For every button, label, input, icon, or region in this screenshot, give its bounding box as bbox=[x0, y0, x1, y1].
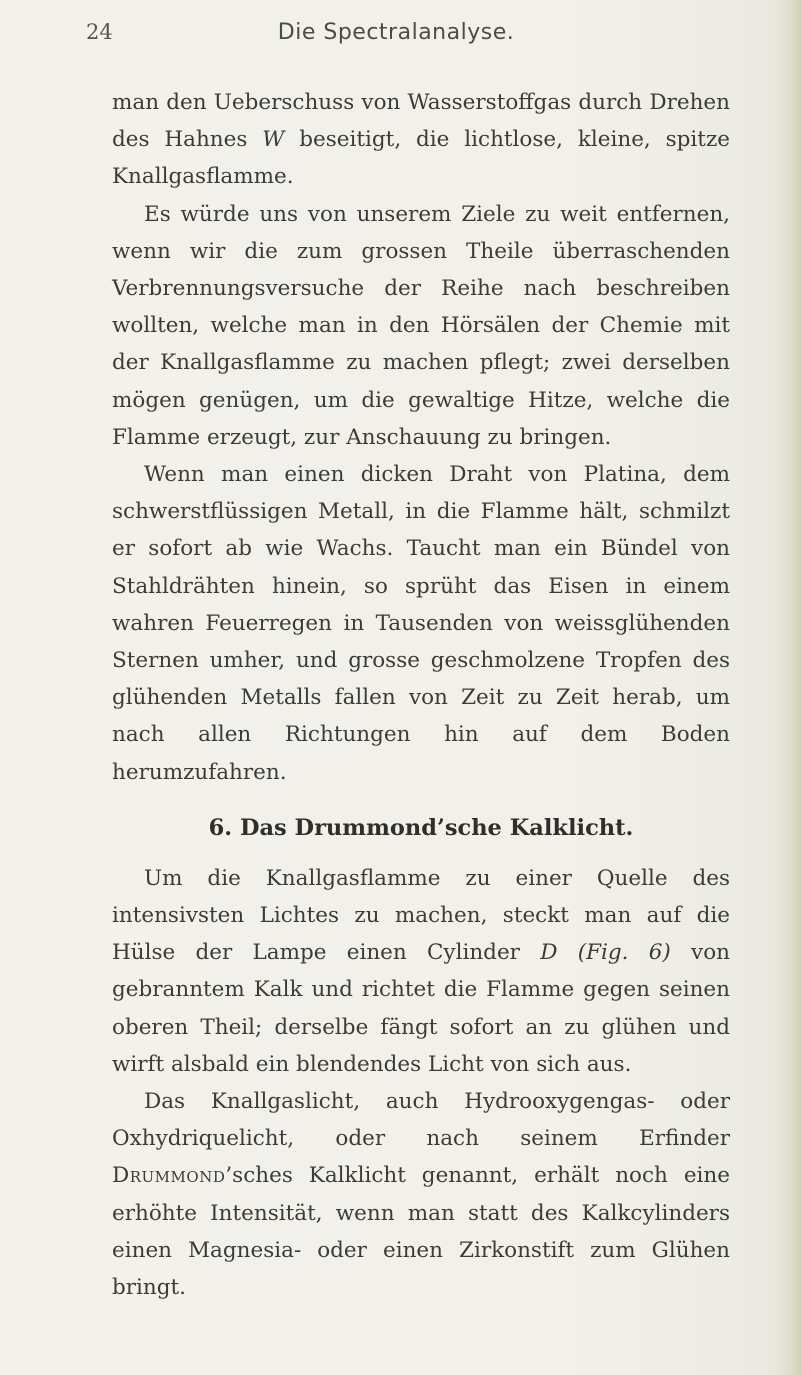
paragraph: Um die Knallgasflamme zu einer Quelle des intensivsten Lichtes zu machen, steckt man auf die Hülse der Lampe einen Cylinder D (Fig. 6) von gebranntem Kalk und richtet die Flamme gegen seinen oberen Theil; derselbe fängt sofort an zu glühen und wirft alsbald ein blendendes Licht von sich aus. bbox=[112, 865, 730, 1077]
italic-letter: W bbox=[262, 127, 285, 153]
running-header bbox=[86, 20, 706, 60]
page-edge-shadow bbox=[773, 0, 801, 1375]
page-number: 24 bbox=[86, 20, 113, 44]
paragraph: Wenn man einen dicken Draht von Platina, dem schwerstflüssigen Metall, in die Flamme hält, schmilzt er sofort ab wie Wachs. Taucht man ein Bündel von Stahldrähten hinein, so sprüht das Eisen in einem wahren Feuerregen in Tausenden von weissglühenden Sternen umher, und grosse geschmolzene Tropfen des glühenden Metalls fallen von Zeit zu Zeit herab, um nach allen Richtungen hin auf dem Boden herumzufahren. bbox=[112, 462, 730, 785]
author-name: Drummond bbox=[112, 1163, 226, 1189]
paragraph-continuation: man den Ueberschuss von Wasserstoffgas durch Drehen des Hahnes W beseitigt, die lichtlose, kleine, spitze Knallgasflamme. bbox=[112, 90, 730, 190]
body-text bbox=[112, 84, 730, 1306]
paragraph: Es würde uns von unserem Ziele zu weit entfernen, wenn wir die zum grossen Theile überraschenden Verbrennungsversuche der Reihe nach beschreiben wollten, welche man in den Hörsälen der Chemie mit der Knallgasflamme zu machen pflegt; zwei derselben mögen genügen, um die gewaltige Hitze, welche die Flamme erzeugt, zur Anschauung zu bringen. bbox=[112, 201, 730, 450]
figure-reference: D (Fig. 6) bbox=[540, 940, 671, 966]
paragraph: Das Knallgaslicht, auch Hydrooxygengas- oder Oxhydriquelicht, oder nach seinem Erfinder Drummond’sches Kalklicht genannt, erhält noch eine erhöhte Intensität, wenn man statt des Kalkcylinders einen Magnesia- oder einen Zirkonstift zum Glühen bringt. bbox=[112, 1089, 730, 1301]
running-title: Die Spectralanalyse. bbox=[277, 20, 515, 45]
section-heading: 6. Das Drummond’sche Kalklicht. bbox=[208, 814, 634, 841]
